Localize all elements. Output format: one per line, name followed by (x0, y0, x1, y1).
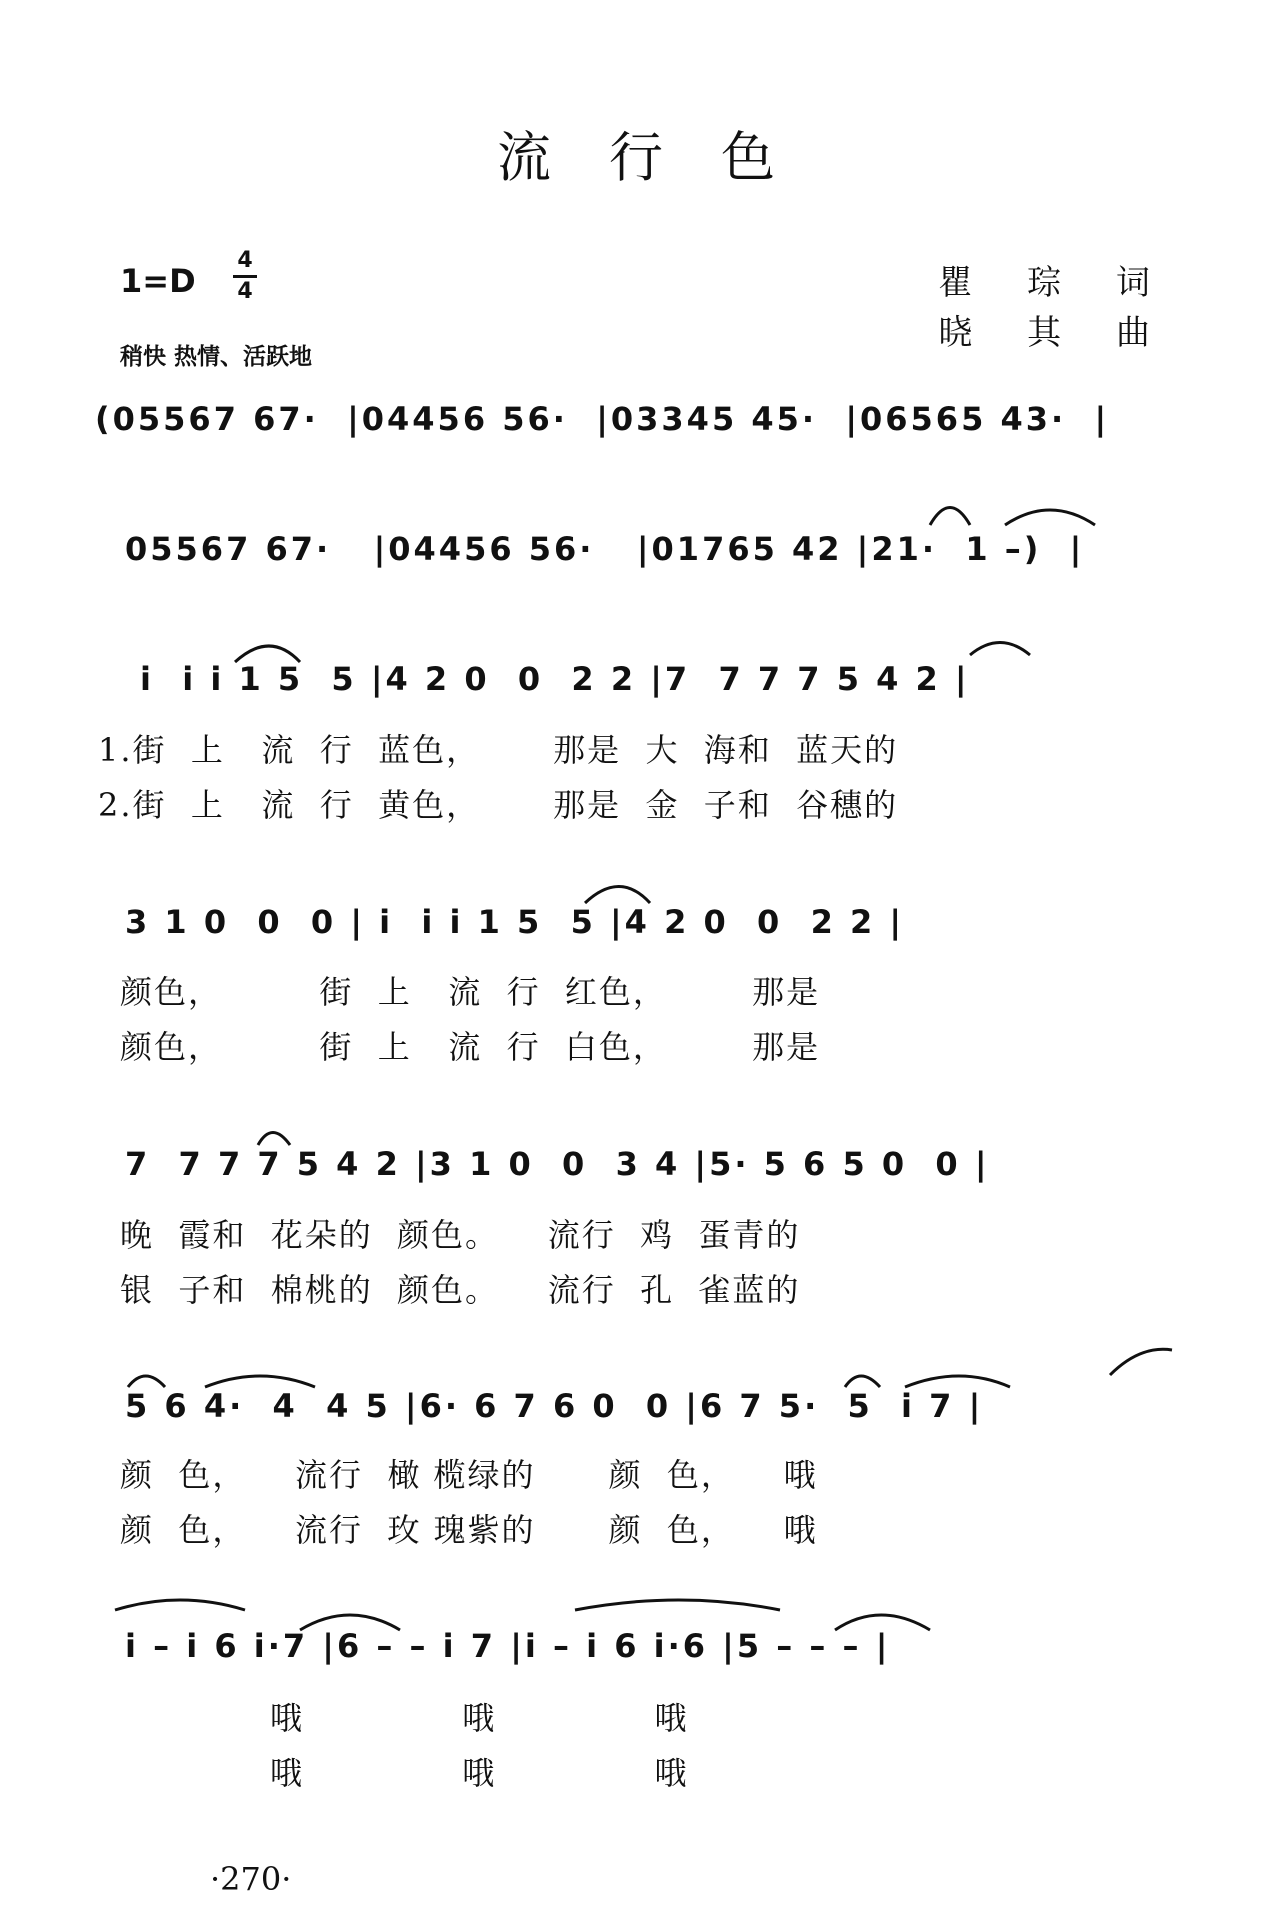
system-7-notes: i – i 6 i·7 |6 – – i 7 |i – i 6 i·6 |5 – – – | (125, 1627, 891, 1665)
tie-mark (845, 1376, 880, 1387)
tie-mark (205, 1376, 315, 1387)
system-3-notes: i i i 1 5 5 |4 2 0 0 2 2 |7 7 7 7 5 4 2 | (140, 660, 970, 698)
system-5-verse-1: 晚 霞和 花朵的 颜色。 流行 鸡 蛋青的 (120, 1216, 801, 1254)
page-number: ·270· (210, 1860, 292, 1898)
tie-mark (575, 1600, 780, 1610)
system-6-notes: 5 6 4· 4 4 5 |6· 6 7 6 0 0 |6 7 5· 5 i 7 | (125, 1387, 984, 1425)
system-6-verse-2: 颜 色， 流行 玫 瑰紫的 颜 色， 哦 (120, 1511, 818, 1549)
tie-mark (585, 887, 650, 904)
tie-mark (1110, 1349, 1172, 1375)
system-7-verse-2: 哦 哦 哦 (270, 1754, 689, 1792)
system-5-notes: 7 7 7 7 5 4 2 |3 1 0 0 3 4 |5· 5 6 5 0 0 | (125, 1145, 990, 1183)
tie-mark (1005, 510, 1095, 525)
key-signature: 1=D (120, 262, 196, 300)
time-signature-top: 4 (237, 248, 253, 273)
tie-mark (930, 508, 970, 526)
tie-mark (258, 1133, 290, 1146)
tie-mark (970, 643, 1030, 656)
system-4-verse-2: 颜色， 街 上 流 行 白色， 那是 (120, 1028, 821, 1066)
tempo-marking: 稍快 热情、活跃地 (120, 344, 313, 370)
page-title: 流行色 (497, 126, 833, 189)
tie-mark (835, 1615, 930, 1630)
time-signature-bottom: 4 (237, 279, 253, 304)
system-7-verse-1: 哦 哦 哦 (270, 1699, 689, 1737)
tie-mark (115, 1600, 245, 1610)
tie-mark (128, 1376, 165, 1387)
system-4-verse-1: 颜色， 街 上 流 行 红色， 那是 (120, 973, 821, 1011)
composer-credit: 晓 其 曲 (938, 313, 1172, 353)
system-4-notes: 3 1 0 0 0 | i i i 1 5 5 |4 2 0 0 2 2 | (125, 903, 905, 941)
tie-mark (300, 1615, 400, 1630)
system-2-notes: 05567 67· |04456 56· |01765 42 |21· 1 –) | (125, 530, 1085, 568)
tie-mark (905, 1376, 1010, 1387)
system-3-verse-1: 1.街 上 流 行 蓝色， 那是 大 海和 蓝天的 (98, 731, 899, 769)
system-5-verse-2: 银 子和 棉桃的 颜色。 流行 孔 雀蓝的 (120, 1271, 801, 1309)
tie-mark (235, 646, 300, 662)
system-1-notes: (05567 67· |04456 56· |03345 45· |06565 43· | (95, 400, 1110, 438)
lyricist-credit: 瞿 琮 词 (938, 263, 1172, 303)
system-3-verse-2: 2.街 上 流 行 黄色， 那是 金 子和 谷穗的 (98, 786, 899, 824)
system-6-verse-1: 颜 色， 流行 橄 榄绿的 颜 色， 哦 (120, 1456, 818, 1494)
